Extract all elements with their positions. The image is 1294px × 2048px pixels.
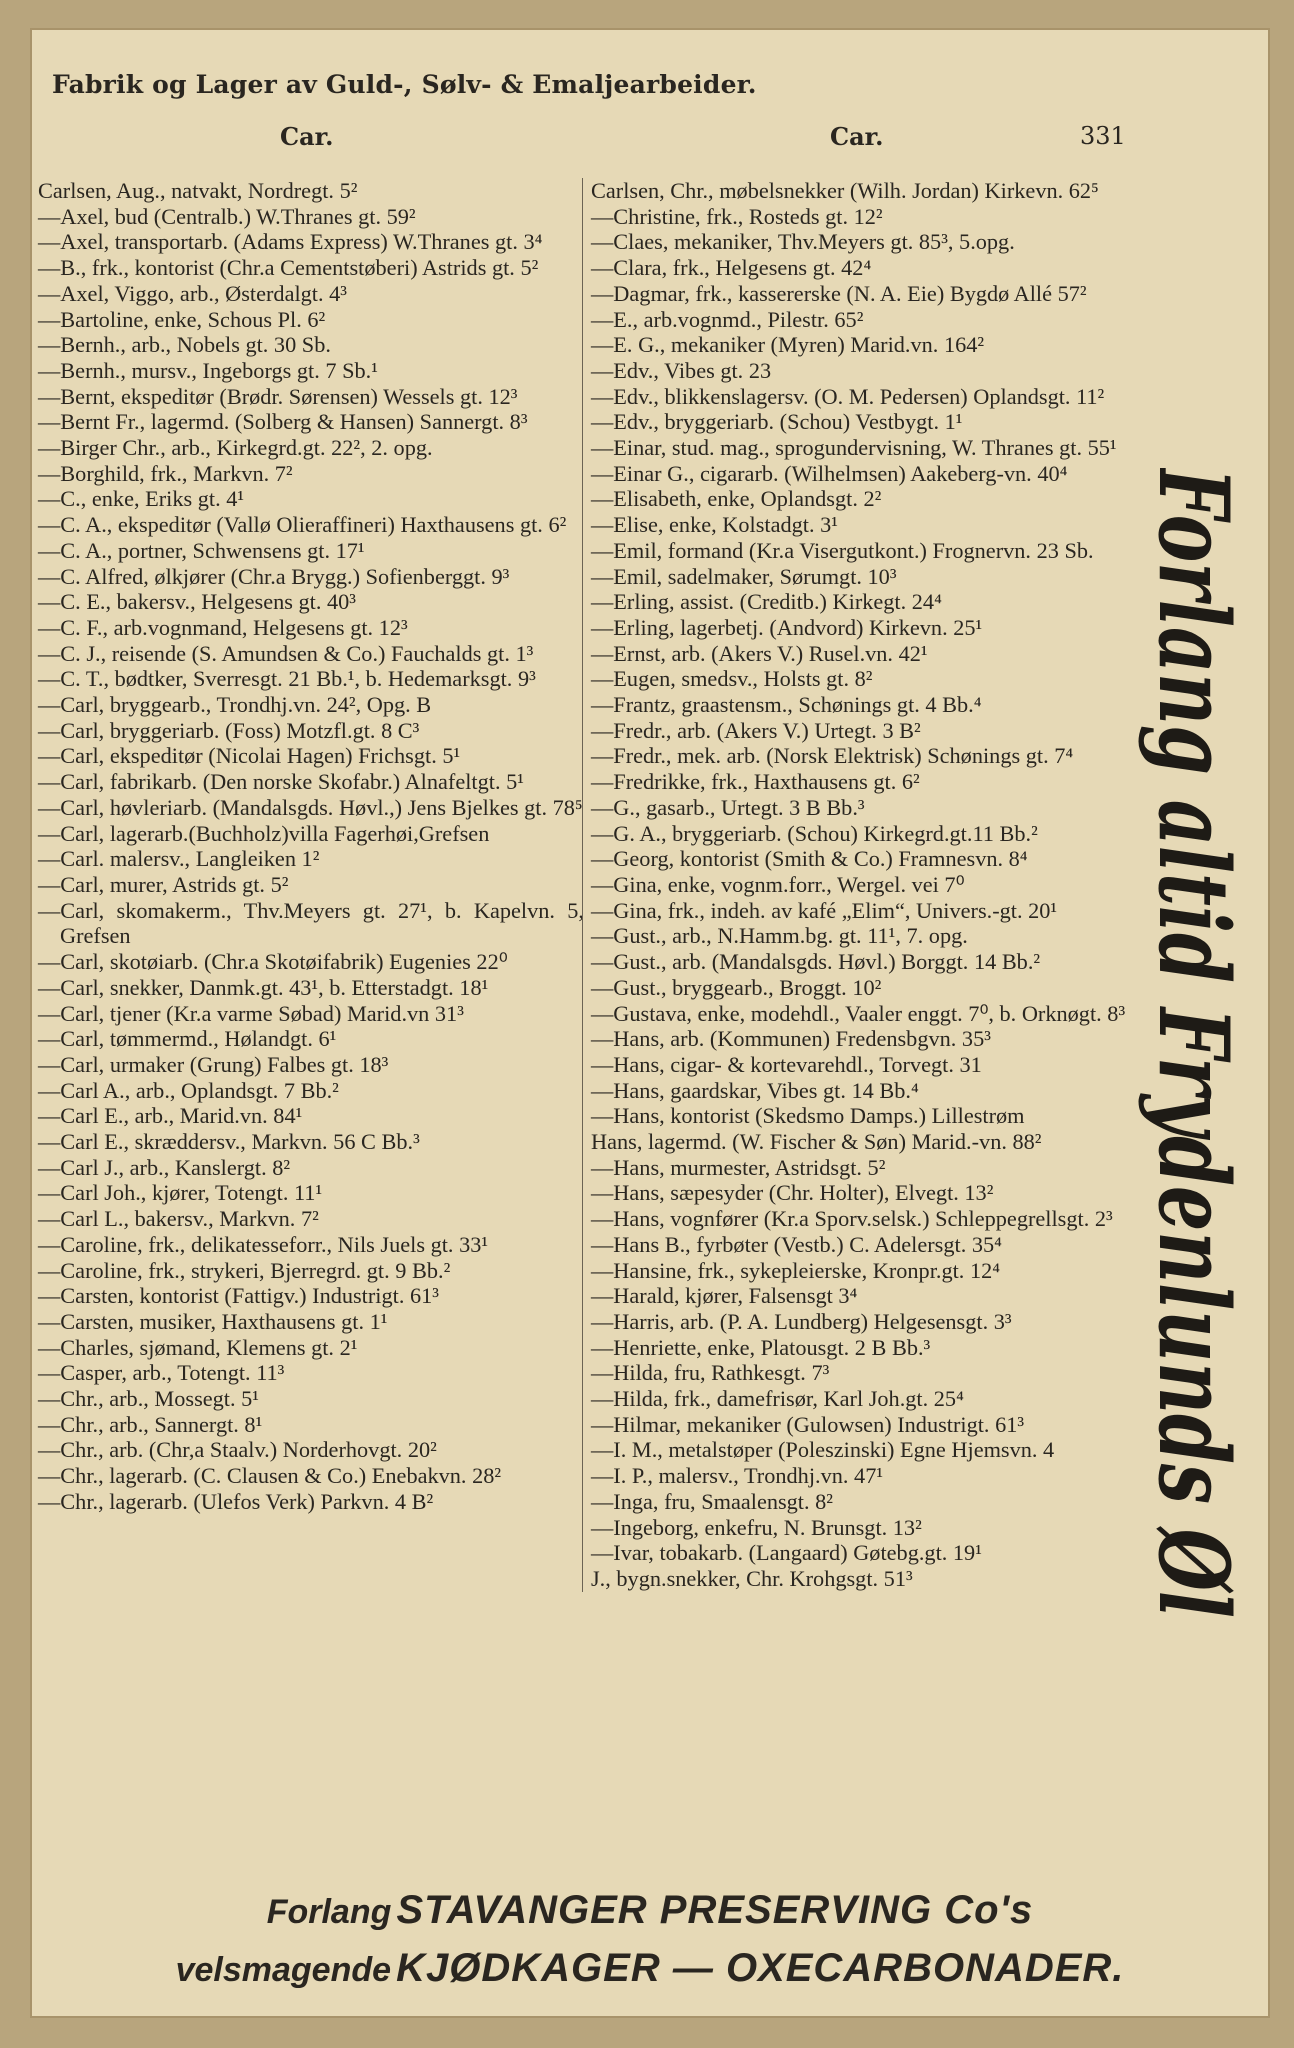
directory-entry: Carlsen, Chr., møbelsnekker (Wilh. Jordan) Kirkevn. 62⁵ [591,178,1099,203]
directory-entry: —Hans, arb. (Kommunen) Fredensbgvn. 35³ [591,1026,991,1052]
directory-entry: —Gust., bryggearb., Broggt. 10² [591,974,882,1000]
directory-entry: —Dagmar, frk., kassererske (N. A. Eie) Bygdø Allé 57² [591,280,1087,306]
directory-entry: —C., enke, Eriks gt. 4¹ [38,486,245,512]
directory-entry: —Hansine, frk., sykepleierske, Kronpr.gt. 12⁴ [591,1257,1001,1283]
directory-entry: —Carl. malersv., Langleiken 1² [38,846,320,872]
directory-entry: —Carsten, kontorist (Fattigv.) Industrigt. 61³ [38,1283,439,1309]
left-column-heading: Car. [280,122,334,151]
bottom-ad-forlang: Forlang [266,1893,392,1931]
directory-entry: —Casper, arb., Totengt. 11³ [38,1360,285,1386]
directory-page [30,28,1270,2018]
directory-entry: —Hans, sæpesyder (Chr. Holter), Elvegt. 13² [591,1180,994,1206]
directory-entry: —Elisabeth, enke, Oplandsgt. 2² [591,486,882,512]
directory-entry: —Elise, enke, Kolstadgt. 3¹ [591,512,838,538]
directory-entry: —Ingeborg, enkefru, N. Brunsgt. 13² [591,1514,922,1540]
directory-entry: —Carl, skotøiarb. (Chr.a Skotøifabrik) Eugenies 22⁰ [38,949,508,975]
directory-entry: —Emil, formand (Kr.a Visergutkont.) Frognervn. 23 Sb. [591,537,1094,563]
directory-entry: —Fredr., arb. (Akers V.) Urtegt. 3 B² [591,717,921,743]
directory-entry: —Carl A., arb., Oplandsgt. 7 Bb.² [38,1077,339,1103]
left-column-entries [38,178,584,1515]
directory-entry: —C. F., arb.vognmand, Helgesens gt. 12³ [38,614,408,640]
bottom-advertisement-line1 [30,1888,1270,1933]
directory-entry: —C. Alfred, ølkjører (Chr.a Brygg.) Sofienberggt. 9³ [38,563,510,589]
directory-entry: —G. A., bryggeriarb. (Schou) Kirkegrd.gt.11 Bb.² [591,820,1038,846]
directory-entry: —Ernst, arb. (Akers V.) Rusel.vn. 42¹ [591,640,928,666]
directory-entry: —Carl L., bakersv., Markvn. 7² [38,1206,319,1232]
directory-entry: —Einar G., cigararb. (Wilhelmsen) Aakeberg-vn. 40⁴ [591,460,1068,486]
directory-entry: —Carsten, musiker, Haxthausens gt. 1¹ [38,1308,388,1334]
page-number: 331 [1080,122,1126,150]
directory-entry: —Einar, stud. mag., sprogundervisning, W. Thranes gt. 55¹ [591,435,1117,461]
directory-entry: —Carl, murer, Astrids gt. 5² [38,871,289,897]
directory-entry: —Bernt, ekspeditør (Brødr. Sørensen) Wessels gt. 12³ [38,383,518,409]
directory-entry: —Hilda, fru, Rathkesgt. 7³ [591,1360,830,1386]
directory-entry: —Carl, lagerarb.(Buchholz)villa Fagerhøi,Grefsen [38,820,490,846]
directory-entry: —Christine, frk., Rosteds gt. 12² [591,203,883,229]
directory-entry: —Axel, Viggo, arb., Østerdalgt. 4³ [38,280,347,306]
directory-entry: —Chr., arb., Sannergt. 8¹ [38,1411,263,1437]
directory-entry: —B., frk., kontorist (Chr.a Cementstøberi) Astrids gt. 5² [38,255,539,281]
directory-entry: —Carl, snekker, Danmk.gt. 43¹, b. Etterstadgt. 18¹ [38,974,489,1000]
directory-entry: J., bygn.snekker, Chr. Krohgsgt. 51³ [591,1565,913,1591]
directory-entry: —Inga, fru, Smaalensgt. 8² [591,1488,833,1514]
right-column-entries [582,178,1131,1592]
directory-entry: —Erling, assist. (Creditb.) Kirkegt. 24⁴ [591,589,942,615]
directory-entry: —Emil, sadelmaker, Sørumgt. 10³ [591,563,897,589]
directory-entry: —Edv., bryggeriarb. (Schou) Vestbygt. 1¹ [591,409,963,435]
directory-entry: —Hans, kontorist (Skedsmo Damps.) Lillestrøm [591,1103,1025,1129]
directory-entry: —Edv., Vibes gt. 23 [591,357,772,383]
directory-entry: Carlsen, Aug., natvakt, Nordregt. 5² [38,178,358,203]
header-advertisement: Fabrik og Lager av Guld-, Sølv- & Emaljearbeider. [52,70,757,99]
directory-entry: Hans, lagermd. (W. Fischer & Søn) Marid.-vn. 88² [591,1129,1042,1155]
directory-entry: —Harald, kjører, Falsensgt 3⁴ [591,1283,858,1309]
directory-entry: —Axel, bud (Centralb.) W.Thranes gt. 59² [38,203,416,229]
directory-entry: —Hans, gaardskar, Vibes gt. 14 Bb.⁴ [591,1077,919,1103]
directory-entry: —E. G., mekaniker (Myren) Marid.vn. 164² [591,332,985,358]
bottom-ad-products: KJØDKAGER — OXECARBONADER. [396,1946,1125,1990]
directory-entry: —Frantz, graastensm., Schønings gt. 4 Bb.⁴ [591,692,982,718]
directory-entry: —Chr., arb. (Chr,a Staalv.) Norderhovgt. 20² [38,1437,437,1463]
directory-entry: —Georg, kontorist (Smith & Co.) Framnesvn. 8⁴ [591,846,1028,872]
directory-entry: —Birger Chr., arb., Kirkegrd.gt. 22², 2. opg. [38,435,433,461]
directory-entry: —Carl J., arb., Kanslergt. 8² [38,1154,291,1180]
directory-entry: —Carl, fabrikarb. (Den norske Skofabr.) Alnafeltgt. 5¹ [38,769,524,795]
directory-entry: —Hilmar, mekaniker (Gulowsen) Industrigt. 61³ [591,1411,1025,1437]
directory-entry: —Hilda, frk., damefrisør, Karl Joh.gt. 25⁴ [591,1386,964,1412]
directory-entry: —G., gasarb., Urtegt. 3 B Bb.³ [591,794,865,820]
directory-entry: —E., arb.vognmd., Pilestr. 65² [591,306,864,332]
directory-entry: —Claes, mekaniker, Thv.Meyers gt. 85³, 5.opg. [591,229,1015,255]
directory-entry: —C. A., ekspeditør (Vallø Olieraffineri) Haxthausens gt. 6² [38,512,567,538]
side-advertisement [1130,468,1260,1618]
directory-entry: —Gustava, enke, modehdl., Vaaler enggt. 7⁰, b. Orknøgt. 8³ [591,1000,1126,1026]
bottom-advertisement-line2 [30,1946,1270,1991]
directory-entry: —Carl E., arb., Marid.vn. 84¹ [38,1103,303,1129]
directory-entry: —Bartoline, enke, Schous Pl. 6² [38,306,326,332]
directory-entry: —Chr., lagerarb. (C. Clausen & Co.) Enebakvn. 28² [38,1463,502,1489]
directory-entry: —Bernh., arb., Nobels gt. 30 Sb. [38,332,331,358]
directory-entry: —Erling, lagerbetj. (Andvord) Kirkevn. 25¹ [591,614,983,640]
bottom-ad-brand: STAVANGER PRESERVING Co's [396,1888,1034,1932]
directory-entry: —Ivar, tobakarb. (Langaard) Gøtebg.gt. 19¹ [591,1540,982,1566]
directory-entry: —Harris, arb. (P. A. Lundberg) Helgesensgt. 3³ [591,1308,1012,1334]
directory-entry: —Eugen, smedsv., Holsts gt. 8² [591,666,873,692]
directory-entry: —I. P., malersv., Trondhj.vn. 47¹ [591,1463,884,1489]
directory-entry: —Hans, murmester, Astridsgt. 5² [591,1154,886,1180]
directory-entry: —Henriette, enke, Platousgt. 2 B Bb.³ [591,1334,931,1360]
directory-entry: —C. E., bakersv., Helgesens gt. 40³ [38,589,356,615]
directory-entry: —Hans B., fyrbøter (Vestb.) C. Adelersgt. 35⁴ [591,1231,1002,1257]
directory-entry: —C. J., reisende (S. Amundsen & Co.) Fauchalds gt. 1³ [38,640,534,666]
directory-entry: —Carl, tjener (Kr.a varme Søbad) Marid.vn 31³ [38,1000,464,1026]
directory-entry: —I. M., metalstøper (Poleszinski) Egne Hjemsvn. 4 [591,1437,1055,1463]
directory-entry: —Borghild, frk., Markvn. 7² [38,460,293,486]
directory-entry: —Carl, skomakerm., Thv.Meyers gt. 27¹, b. Kapelvn. 5, Grefsen [38,897,584,949]
directory-entry: —Bernt Fr., lagermd. (Solberg & Hansen) Sannergt. 8³ [38,409,528,435]
directory-entry: —Carl, tømmermd., Hølandgt. 6¹ [38,1026,337,1052]
directory-entry: —Carl, bryggeriarb. (Foss) Motzfl.gt. 8 C³ [38,717,420,743]
directory-entry: —C. T., bødtker, Sverresgt. 21 Bb.¹, b. Hedemarksgt. 9³ [38,666,536,692]
bottom-ad-velsmagende: velsmagende [175,1951,392,1989]
directory-entry: —Clara, frk., Helgesens gt. 42⁴ [591,255,872,281]
directory-entry: —Carl, urmaker (Grung) Falbes gt. 18³ [38,1051,389,1077]
directory-entry: —Chr., arb., Mossegt. 5¹ [38,1386,259,1412]
directory-entry: —Edv., blikkenslagersv. (O. M. Pedersen) Oplandsgt. 11² [591,383,1105,409]
directory-entry: —Carl Joh., kjører, Totengt. 11¹ [38,1180,323,1206]
directory-entry: —Gust., arb., N.Hamm.bg. gt. 11¹, 7. opg. [591,923,968,949]
directory-entry: —Hans, cigar- & kortevarehdl., Torvegt. 31 [591,1051,982,1077]
directory-entry: —Chr., lagerarb. (Ulefos Verk) Parkvn. 4 B² [38,1488,434,1514]
directory-entry: —Carl, høvleriarb. (Mandalsgds. Høvl.,) Jens Bjelkes gt. 78⁵ [38,794,583,820]
right-column-heading: Car. [830,122,884,151]
side-advertisement-text: Forlang altid Frydenlunds Øl [1137,468,1250,1618]
directory-entry: —Charles, sjømand, Klemens gt. 2¹ [38,1334,358,1360]
directory-entry: —Hans, vognfører (Kr.a Sporv.selsk.) Schleppegrellsgt. 2³ [591,1206,1113,1232]
directory-entry: —Carl, bryggearb., Trondhj.vn. 24², Opg. B [38,692,432,718]
directory-entry: —Gust., arb. (Mandalsgds. Høvl.) Borggt. 14 Bb.² [591,949,1041,975]
directory-entry: —Bernh., mursv., Ingeborgs gt. 7 Sb.¹ [38,357,378,383]
directory-entry: —Caroline, frk., strykeri, Bjerregrd. gt. 9 Bb.² [38,1257,451,1283]
directory-entry: —Fredr., mek. arb. (Norsk Elektrisk) Schønings gt. 7⁴ [591,743,1074,769]
directory-entry: —Caroline, frk., delikatesseforr., Nils Juels gt. 33¹ [38,1231,489,1257]
directory-entry: —C. A., portner, Schwensens gt. 17¹ [38,537,365,563]
directory-entry: —Axel, transportarb. (Adams Express) W.Thranes gt. 3⁴ [38,229,543,255]
directory-entry: —Carl E., skræddersv., Markvn. 56 C Bb.³ [38,1129,420,1155]
directory-entry: —Carl, ekspeditør (Nicolai Hagen) Frichsgt. 5¹ [38,743,461,769]
directory-entry: —Gina, frk., indeh. av kafé „Elim“, Univers.-gt. 20¹ [591,897,1058,923]
directory-entry: —Gina, enke, vognm.forr., Wergel. vei 7⁰ [591,871,965,897]
directory-entry: —Fredrikke, frk., Haxthausens gt. 6² [591,769,920,795]
